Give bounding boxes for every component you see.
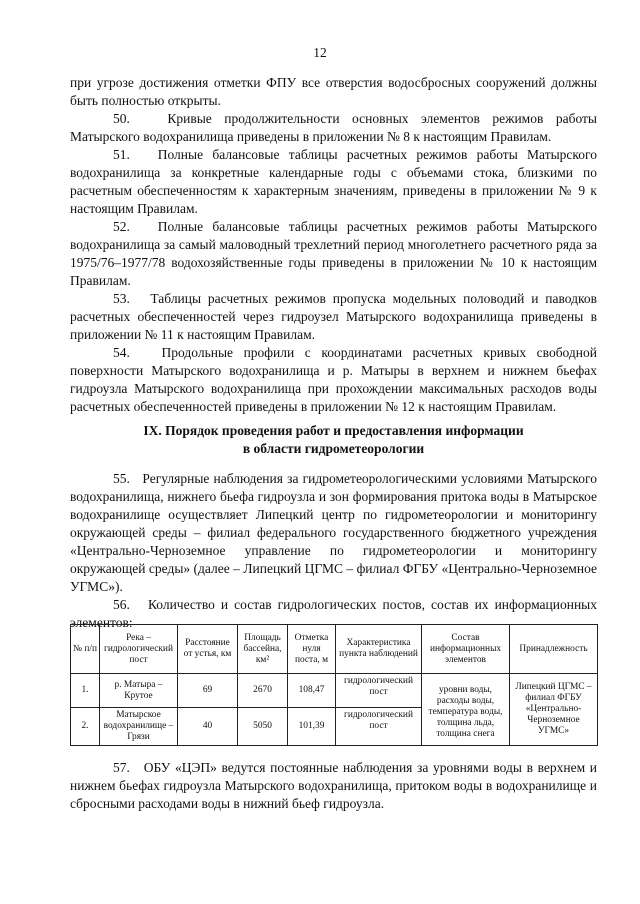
- cell-area: 5050: [238, 708, 288, 746]
- cell-river: Матырское водохранилище – Грязи: [100, 708, 178, 746]
- section-heading-line2: в области гидрометеорологии: [242, 441, 425, 456]
- header-zero-mark: Отметка нуля поста, м: [288, 625, 336, 674]
- paragraph-51: 51. Полные балансовые таблицы расчетных режимов работы Матырского водохранилища за конкретные календарные годы с объемами стока, близкими по расчетным обеспеченностям к характерным значениям, приведены в приложении № 9 к настоящим Правилам.: [70, 147, 597, 216]
- cell-post-type: гидрологический пост: [336, 708, 422, 746]
- cell-zero-mark: 108,47: [288, 674, 336, 708]
- cell-zero-mark: 101,39: [288, 708, 336, 746]
- paragraph-50: 50. Кривые продолжительности основных элементов режимов работы Матырского водохранилища приведены в приложении № 8 к настоящим Правилам.: [70, 111, 597, 144]
- header-river: Река – гидрологический пост: [100, 625, 178, 674]
- cell-owner: Липецкий ЦГМС – филиал ФГБУ «Центрально-Черноземное УГМС»: [510, 674, 598, 746]
- body-text-mid: [70, 470, 597, 632]
- paragraph-56: 56. Количество и состав гидрологических постов, состав их информационных элементов:: [70, 597, 597, 630]
- cell-area: 2670: [238, 674, 288, 708]
- paragraph-continuation: при угрозе достижения отметки ФПУ все отверстия водосбросных сооружений должны быть полностью открыты.: [70, 75, 597, 108]
- table-row: [71, 674, 598, 708]
- paragraph-53: 53. Таблицы расчетных режимов пропуска модельных половодий и паводков расчетных обеспеченностей через гидроузел Матырского водохранилища приведены в приложении № 11 к настоящим Правилам.: [70, 291, 597, 342]
- paragraph-57: 57. ОБУ «ЦЭП» ведутся постоянные наблюдения за уровнями воды в верхнем и нижнем бьефах гидроузла Матырского водохранилища, притоком воды в водохранилище и сбросными расходами воды в нижний бьеф гидроузла.: [70, 760, 597, 811]
- cell-river: р. Матыра – Крутое: [100, 674, 178, 708]
- observation-posts-table: [70, 624, 598, 746]
- cell-elements: уровни воды, расходы воды, температура воды, толщина льда, толщина снега: [422, 674, 510, 746]
- paragraph-52: 52. Полные балансовые таблицы расчетных режимов работы Матырского водохранилища за самый маловодный трехлетний период многолетнего расчетного ряда за 1975/76–1977/78 водохозяйственные годы приведены в приложении № 10 к настоящим Правилам.: [70, 219, 597, 288]
- body-text-bottom: [70, 759, 597, 813]
- section-heading: [70, 422, 597, 458]
- cell-distance: 69: [178, 674, 238, 708]
- header-number: № п/п: [71, 625, 100, 674]
- cell-post-type: гидрологический пост: [336, 674, 422, 708]
- cell-number: 2.: [71, 708, 100, 746]
- cell-number: 1.: [71, 674, 100, 708]
- paragraph-55: 55. Регулярные наблюдения за гидрометеорологическими условиями Матырского водохранилища, нижнего бьефа гидроузла и зон формирования притока воды в Матырское водохранилище осуществляет Липецкий центр по гидрометеорологии и мониторингу окружающей среды – филиал федерального государственного бюджетного учреждения «Центрально-Черноземное управление по гидрометеорологии и мониторингу окружающей среды» (далее – Липецкий ЦГМС – филиал ФГБУ «Центрально-Черноземное УГМС»).: [70, 471, 597, 594]
- header-post-type: Характеристика пункта наблюдений: [336, 625, 422, 674]
- cell-distance: 40: [178, 708, 238, 746]
- header-owner: Принадлежность: [510, 625, 598, 674]
- header-area: Площадь бассейна, км²: [238, 625, 288, 674]
- header-distance: Расстояние от устья, км: [178, 625, 238, 674]
- paragraph-54: 54. Продольные профили с координатами расчетных кривых свободной поверхности Матырского водохранилища и р. Матыры в верхнем и нижнем бьефах гидроузла Матырского водохранилища при прохождении максимальных расходов воды расчетных обеспеченностей приведены в приложении № 12 к настоящим Правилам.: [70, 345, 597, 414]
- body-text-top: [70, 74, 597, 416]
- table-header-row: [71, 625, 598, 674]
- page-number: 12: [313, 45, 327, 60]
- header-elements: Состав информационных элементов: [422, 625, 510, 674]
- section-heading-line1: IX. Порядок проведения работ и предоставления информации: [143, 423, 524, 438]
